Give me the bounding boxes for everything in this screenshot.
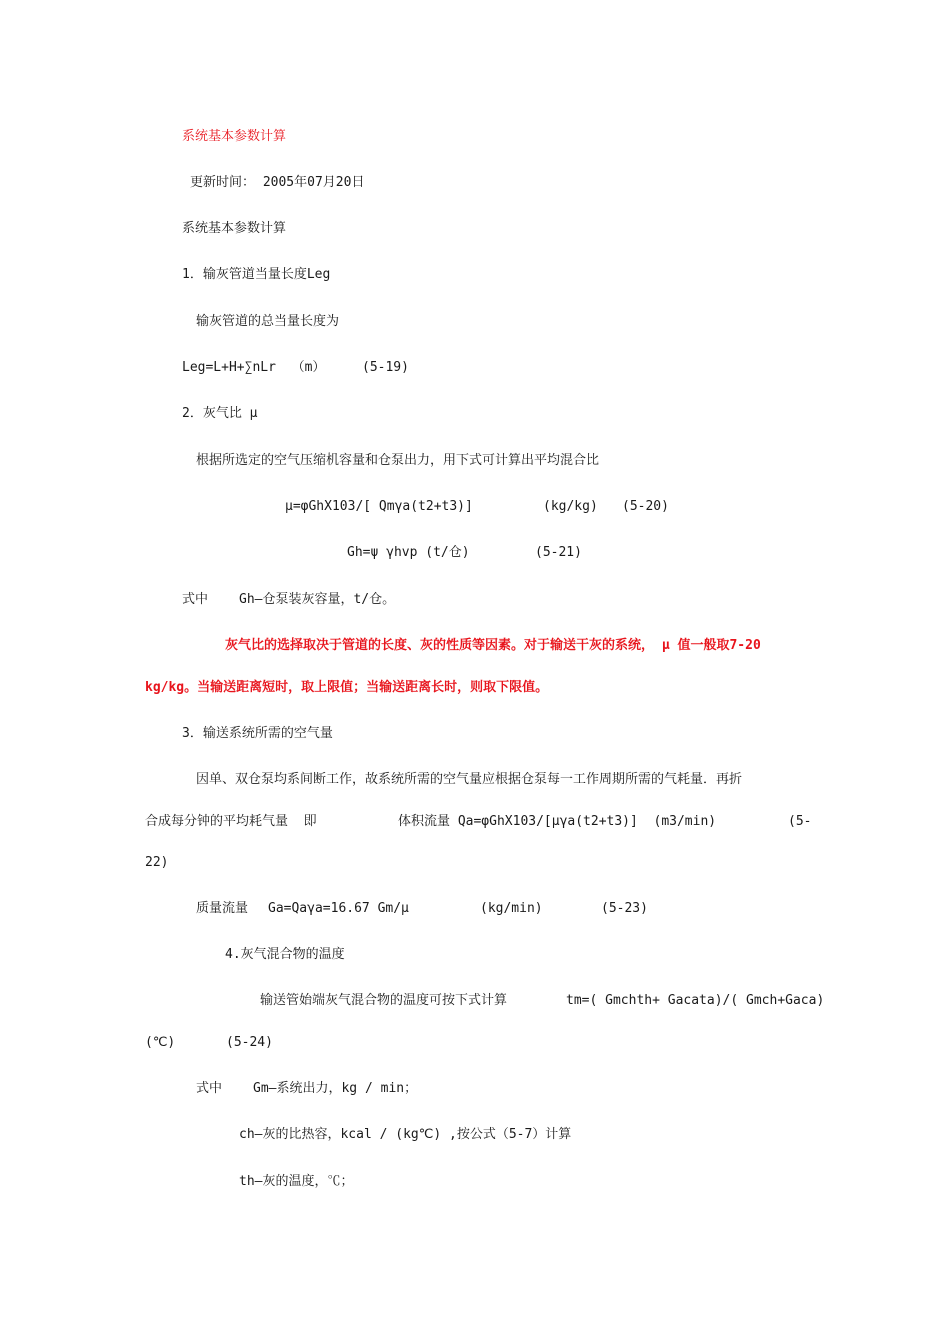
equation-number-5-22-start: (5- <box>788 814 812 829</box>
equation-number-5-23: (5-23) <box>601 901 648 916</box>
equation-number-5-21: (5-21) <box>535 545 582 560</box>
where-th: th—灰的温度，℃； <box>239 1174 354 1189</box>
where-label: 式中 <box>182 592 209 607</box>
formula-5-21: Gh=ψ γhvp (t/仓) <box>347 545 470 560</box>
equation-number-5-24: (5-24) <box>226 1035 273 1050</box>
section-1-desc: 输灰管道的总当量长度为 <box>196 314 340 329</box>
where-gm: Gm—系统出力，kg / min； <box>253 1081 418 1096</box>
section-3-line-2a: 合成每分钟的平均耗气量 即 <box>145 814 317 829</box>
formula-5-19: Leg=L+H+∑nLr （m） <box>182 360 326 375</box>
note-line-2: kg/kg。当输送距离短时，取上限值；当输送距离长时，则取下限值。 <box>145 680 549 695</box>
section-2-title: 2．灰气比 μ <box>182 406 258 421</box>
where-ch: ch—灰的比热容，kcal / (kg℃) ,按公式（5-7）计算 <box>239 1127 572 1142</box>
mass-flow-label: 质量流量 <box>196 901 249 916</box>
unit-5-23: (kg/min) <box>480 901 543 916</box>
unit-5-20: (kg/kg) <box>543 499 598 514</box>
section-3-line-1: 因单、双仓泵均系间断工作，故系统所需的空气量应根据仓泵每一工作周期所需的气耗量．再折 <box>196 772 743 787</box>
update-time: 更新时间： 2005年07月20日 <box>190 175 365 190</box>
document-title: 系统基本参数计算 <box>182 129 287 144</box>
note-line-1: 灰气比的选择取决于管道的长度、灰的性质等因素。对于输送干灰的系统， μ 值一般取7-20 <box>225 638 761 653</box>
section-heading: 系统基本参数计算 <box>182 221 287 236</box>
equation-number-5-22-end: 22) <box>145 855 169 870</box>
formula-5-20: μ=φGhX103/[ Qmγa(t2+t3)] <box>285 499 473 514</box>
section-4-title: 4.灰气混合物的温度 <box>225 947 345 962</box>
equation-number-5-19: (5-19) <box>362 360 409 375</box>
section-1-title: 1．输灰管道当量长度Leg <box>182 267 331 282</box>
where-gh: Gh—仓泵装灰容量，t/仓。 <box>239 592 396 607</box>
where-label-2: 式中 <box>196 1081 223 1096</box>
formula-5-23: Ga=Qaγa=16.67 Gm/μ <box>268 901 409 916</box>
section-2-desc: 根据所选定的空气压缩机容量和仓泵出力，用下式可计算出平均混合比 <box>196 453 600 468</box>
unit-5-24: (℃) <box>145 1035 176 1050</box>
section-4-line-1a: 输送管始端灰气混合物的温度可按下式计算 <box>260 993 508 1008</box>
formula-5-24: tm=( Gmchth+ Gacata)/( Gmch+Gaca) <box>566 993 825 1008</box>
section-3-title: 3．输送系统所需的空气量 <box>182 726 333 741</box>
equation-number-5-20: (5-20) <box>622 499 669 514</box>
formula-5-22: 体积流量 Qa=φGhX103/[μγa(t2+t3)] (m3/min) <box>398 814 717 829</box>
